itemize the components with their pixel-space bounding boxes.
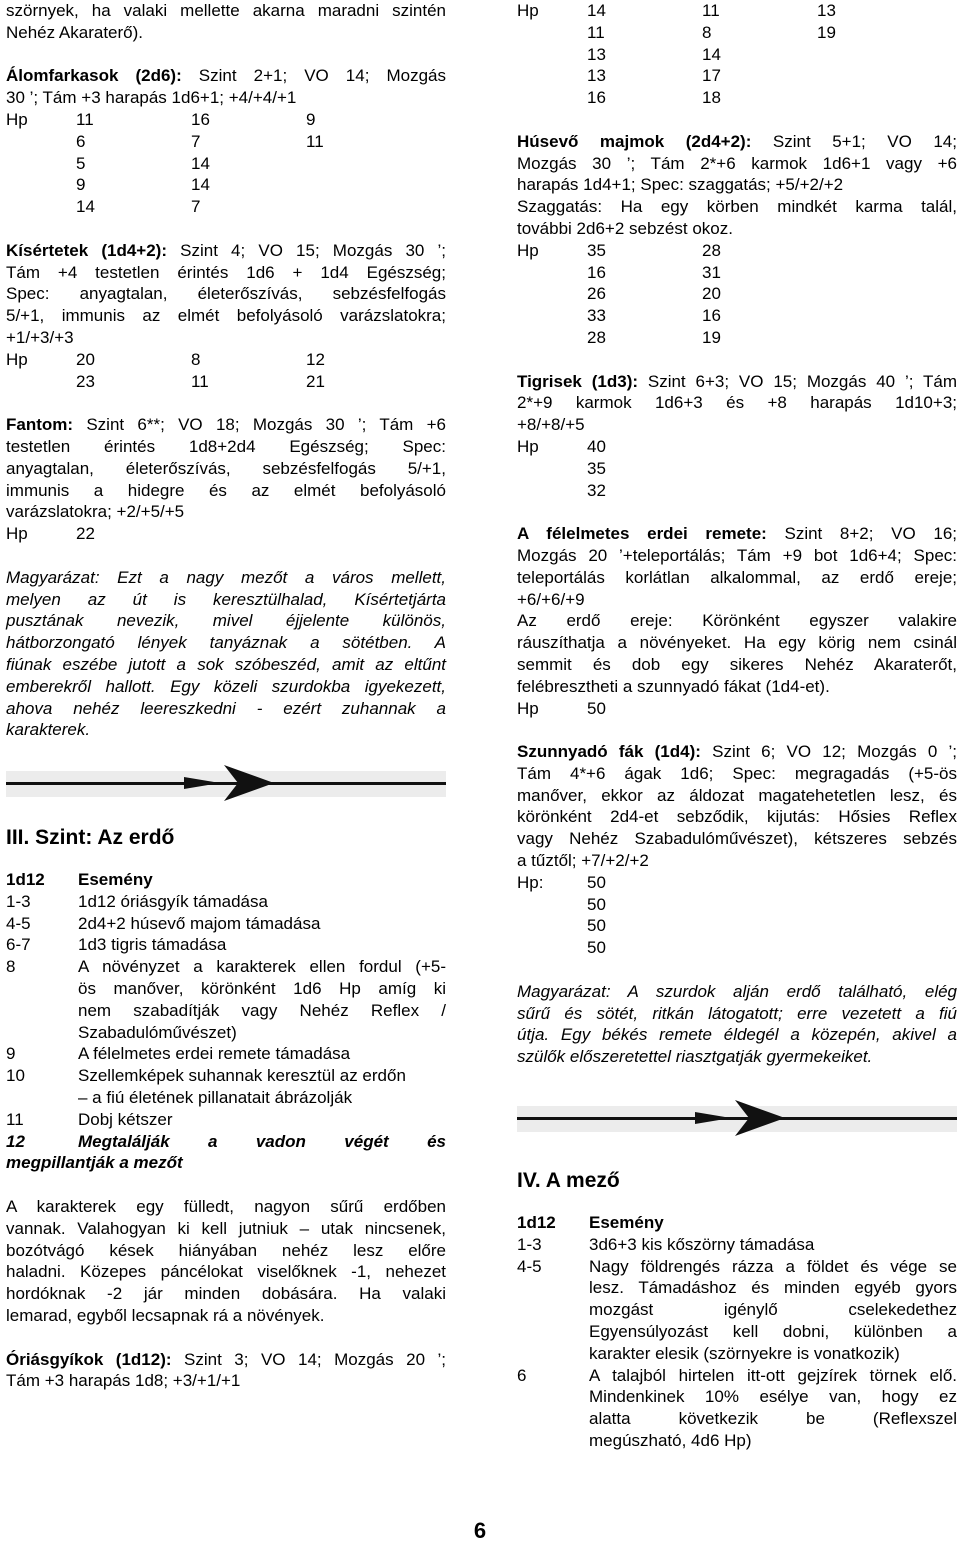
column-header: 1d12 [517, 1213, 556, 1233]
hp-cell: 19 [817, 22, 836, 42]
hp-cell [702, 436, 817, 458]
hp-cell [817, 436, 937, 458]
hp-cell [6, 153, 76, 175]
event-table-header [6, 869, 446, 891]
hp-cell: 20 [702, 284, 721, 304]
text-line: fiúnak eszébe jutott a sok szóbeszéd, amit az eltűnt [6, 654, 446, 674]
hp-cell: 16 [702, 306, 721, 326]
event-text: 2d4+2 húsevő majom támadása [78, 913, 321, 933]
explanation-text [517, 981, 957, 1068]
page-number: 6 [473, 1518, 487, 1543]
text-line: harapás 1d4+1; Spec: szaggatás; +5/+2/+2 [517, 175, 844, 195]
hp-cell: 28 [587, 327, 606, 347]
hp-cell: 11 [306, 131, 324, 151]
hp-cell: 8 [702, 22, 712, 42]
text-line: Az erdő ereje: Körönként egyszer valakire [517, 611, 957, 631]
monster-name: Óriásgyíkok (1d12): [6, 1349, 172, 1369]
text-line: ahova nehéz leereszkedni - ezért zuhannak a [6, 698, 446, 718]
event-row [6, 1043, 446, 1065]
event-table-header [517, 1212, 957, 1234]
text-line: Tám 4*+6 ágak 1d6; Spec: megragadás (+5-ös [517, 763, 957, 783]
hp-cell [306, 523, 426, 545]
hp-table [517, 436, 957, 501]
hp-cell [817, 327, 937, 349]
hp-cell [817, 44, 937, 66]
hp-cell: 16 [587, 88, 606, 108]
monster-name: A félelmetes erdei remete: [517, 524, 767, 544]
text-line: teleportálás korlátlan alkalommal, az erdő ereje; [517, 567, 957, 587]
hp-cell [6, 131, 76, 153]
text-line: Magyarázat: Ezt a nagy mezőt a város mellett, [6, 567, 446, 587]
text-line: vannak. Valahogyan ki kell jutniuk – utak nincsenek, [6, 1218, 446, 1238]
event-text: Egyensúlyozást kell dobni, különben a [589, 1322, 957, 1342]
event-row [6, 913, 446, 935]
event-text: karakter elesik (szörnyekre is vonatkozik) [589, 1343, 900, 1363]
ornamental-divider [517, 1096, 957, 1142]
event-dice: 11 [6, 1109, 24, 1129]
hp-cell [817, 480, 937, 502]
hp-cell: 11 [76, 109, 94, 129]
hp-table [517, 0, 957, 109]
hp-cell [6, 174, 76, 196]
event-row [517, 1256, 957, 1365]
hp-cell [702, 937, 817, 959]
event-text: A félelmetes erdei remete támadása [78, 1044, 351, 1064]
hp-cell [702, 894, 817, 916]
hp-cell: 13 [587, 44, 606, 64]
hp-cell: 50 [587, 872, 606, 892]
event-text: mozgást igénylő cselekedethez [589, 1300, 957, 1320]
hp-cell [191, 523, 306, 545]
text-line: immunis a hidegre és az elmét befolyásoló [6, 480, 446, 500]
text-line: Szint 3; VO 14; Mozgás 20 ’; [171, 1349, 446, 1369]
event-text [6, 1131, 446, 1153]
hp-cell: Hp [6, 109, 28, 129]
text-line: hordóknak -2 jár minden dobására. Ha valaki [6, 1284, 446, 1304]
hp-cell [6, 196, 76, 218]
text-line: Magyarázat: A szurdok alján erdő található, elég [517, 981, 957, 1001]
hp-cell: 18 [702, 88, 721, 108]
hp-cell [702, 872, 817, 894]
hp-cell [306, 153, 426, 175]
hp-cell [817, 894, 937, 916]
text-line: A karakterek egy fülledt, nagyon sűrű erdőben [6, 1197, 446, 1217]
hp-cell: 35 [587, 240, 606, 260]
event-text: megúszható, 4d6 Hp) [589, 1431, 752, 1451]
text-line: vagy Nehéz Szabadulóművészet), kétszeres sebzés [517, 829, 957, 849]
column-header: Esemény [78, 870, 153, 890]
hp-cell: 17 [702, 66, 721, 86]
event-text: megpillantják a mezőt [6, 1153, 183, 1173]
event-text: alatta következik be (Reflexszel [589, 1409, 957, 1429]
event-row [6, 891, 446, 913]
text-line: Tám +4 testetlen érintés 1d6 + 1d4 Egészség; [6, 262, 446, 282]
text-line: Szint 8+2; VO 16; [766, 524, 957, 544]
stat-block-header [517, 741, 957, 763]
hp-cell: 8 [191, 349, 201, 369]
text-line: semmit és dob egy sikeres Nehéz Akaraterőt, [517, 654, 957, 674]
hp-table [6, 349, 446, 393]
hp-cell [517, 44, 587, 66]
text-line: Szint 6+3; VO 15; Mozgás 40 ’; Tám [638, 371, 957, 391]
event-row [6, 1109, 446, 1131]
hp-cell: 14 [587, 1, 606, 20]
hp-cell [517, 283, 587, 305]
event-text: 3d6+3 kis kőszörny támadása [589, 1234, 815, 1254]
text-line: Szaggatás: Ha egy körben mindkét karma talál, [517, 197, 957, 217]
hp-cell [517, 480, 587, 502]
event-text: ös manőver, körönként 1d6 Hp amíg ki [78, 979, 446, 999]
hp-cell [306, 174, 426, 196]
text-line: pusztának nevezik, mivel éjjelente különös, [6, 611, 446, 631]
hp-cell: 26 [587, 284, 606, 304]
stat-block-header [517, 371, 957, 393]
hp-cell: 28 [702, 240, 721, 260]
event-dice: 8 [6, 957, 16, 977]
text-line: melyen az út is keresztülhalad, Kísértetjárta [6, 589, 446, 609]
text-line: +6/+6/+9 [517, 589, 585, 609]
event-text: nem szabadítják vagy Nehéz Reflex / [78, 1000, 446, 1020]
hp-cell: 14 [702, 44, 721, 64]
hp-cell: 7 [191, 131, 201, 151]
text-line: további 2d6+2 sebzést okoz. [517, 218, 733, 238]
stat-block-header [6, 65, 446, 87]
event-text: lesz. Támadáshoz és minden egyéb gyors [589, 1278, 957, 1298]
monster-name: Húsevő majmok (2d4+2): [517, 131, 752, 151]
hp-cell [517, 937, 587, 959]
text-line: Spec: anyagtalan, életerőszívás, sebzésfelfogás [6, 284, 446, 304]
event-row [6, 1065, 446, 1109]
hp-cell [517, 65, 587, 87]
event-row [6, 956, 446, 1043]
section-title: IV. A mező [517, 1169, 620, 1193]
hp-table [6, 523, 446, 545]
hp-cell [817, 240, 937, 262]
event-text: A növényzet a karakterek ellen fordul (+5- [78, 957, 446, 977]
stat-block-header [517, 131, 957, 153]
hp-cell [702, 458, 817, 480]
text-line: Nehéz Akaraterő). [6, 22, 144, 42]
hp-cell: 50 [587, 938, 606, 958]
text-line: Mozgás 30 ’; Tám 2*+6 karmok 1d6+1 vagy +6 [517, 153, 957, 173]
text-line: a tűztől; +7/+2/+2 [517, 851, 649, 871]
event-row [517, 1234, 957, 1256]
event-row [6, 934, 446, 956]
event-dice: 4-5 [6, 913, 31, 933]
text-line: Szint 5+1; VO 14; [751, 131, 957, 151]
stat-block-header [6, 414, 446, 436]
hp-table [517, 872, 957, 959]
hp-cell: Hp [517, 436, 539, 456]
hp-cell: 11 [702, 1, 720, 20]
text-line: 30 ’; Tám +3 harapás 1d6+1; +4/+4/+1 [6, 88, 297, 108]
text-line: +1/+3/+3 [6, 327, 74, 347]
hp-cell [702, 698, 817, 720]
event-dice: 10 [6, 1066, 25, 1086]
text-line: Szint 6; VO 12; Mozgás 0 ’; [700, 742, 957, 762]
section-title: III. Szint: Az erdő [6, 826, 175, 850]
event-dice: 6-7 [6, 935, 31, 955]
event-dice: 1-3 [517, 1234, 542, 1254]
hp-cell: 16 [191, 109, 210, 129]
explanation-text [6, 567, 446, 741]
event-text: – a fiú életének pillanatait ábrázolják [78, 1088, 353, 1108]
hp-cell [817, 915, 937, 937]
hp-cell [517, 87, 587, 109]
text-line: Tám +3 harapás 1d8; +3/+1/+1 [6, 1371, 241, 1391]
event-text: Dobj kétszer [78, 1109, 173, 1129]
event-dice: 4-5 [517, 1256, 542, 1276]
hp-cell: 14 [191, 175, 210, 195]
text-line: szörnyek, ha valaki mellette akarna maradni szintén [6, 1, 446, 20]
text-line: emberekről hallott. Egy közeli szurdokba igyekezett, [6, 676, 446, 696]
hp-cell: 14 [191, 153, 210, 173]
hp-cell [517, 894, 587, 916]
text-line: varázslatokra; +2/+5/+5 [6, 502, 185, 522]
hp-cell: 6 [76, 131, 86, 151]
hp-cell [817, 937, 937, 959]
hp-cell: Hp [517, 698, 539, 718]
text-line: hátborzongató lények tanyáznak a sötétben. A [6, 633, 446, 653]
hp-cell: 33 [587, 306, 606, 326]
text-line: lemarad, egyből lecsapnak rá a növények. [6, 1306, 325, 1326]
event-text-part: Megtalálják a vadon végét és [78, 1131, 446, 1151]
text-line: haladni. Közepes páncélokat viselőknek -1, nehezet [6, 1262, 446, 1282]
hp-cell [6, 371, 76, 393]
hp-cell [817, 87, 937, 109]
event-row-final [6, 1131, 446, 1175]
text-line: bozótvágó kések hiányában nehéz lesz előre [6, 1240, 446, 1260]
event-dice: 1-3 [6, 891, 31, 911]
event-text: Szabadulóművészet) [78, 1022, 237, 1042]
text-line: útja. Egy békés remete éldegél a közepén, akivel a [517, 1025, 957, 1045]
text-line: Szint 6**; VO 18; Mozgás 30 ’; Tám +6 [73, 415, 446, 435]
hp-cell [517, 262, 587, 284]
event-text: 1d3 tigris támadása [78, 935, 227, 955]
text-line: felébresztheti a szunnyadó fákat (1d4-et). [517, 676, 830, 696]
event-dice: 9 [6, 1044, 16, 1064]
event-dice: 6 [517, 1365, 527, 1385]
stat-block-header [517, 523, 957, 545]
event-dice: 12 [6, 1131, 25, 1151]
hp-cell: 23 [76, 371, 95, 391]
text-line: testetlen érintés 1d8+2d4 Egészség; Spec: [6, 436, 446, 456]
hp-cell: 21 [306, 371, 325, 391]
text-line: körönként 2d4-et sebződik, kijutás: Hősies Reflex [517, 807, 957, 827]
hp-cell: Hp [6, 349, 28, 369]
hp-cell: 40 [587, 436, 606, 456]
hp-cell [517, 915, 587, 937]
hp-cell: 20 [76, 349, 95, 369]
hp-cell [817, 262, 937, 284]
text-line: manőver, ekkor az áldozat magatehetetlen lesz, és [517, 785, 957, 805]
stat-block-header [6, 240, 446, 262]
monster-name: Fantom: [6, 415, 74, 435]
hp-cell: 13 [587, 66, 606, 86]
column-header: Esemény [589, 1213, 664, 1233]
hp-cell: Hp [517, 240, 539, 260]
hp-cell [306, 196, 426, 218]
hp-cell: 50 [587, 916, 606, 936]
hp-cell [517, 458, 587, 480]
text-line: sűrű és sötét, ritkán látogatott; erre vezetett a fiú [517, 1003, 957, 1023]
left-column [6, 0, 446, 1392]
text-line: anyagtalan, életerőszívás, sebzésfelfogás 5/+1, [6, 458, 446, 478]
hp-cell: 7 [191, 197, 201, 217]
hp-cell [817, 872, 937, 894]
hp-cell: 35 [587, 458, 606, 478]
hp-cell: Hp: [517, 872, 544, 892]
hp-cell [517, 305, 587, 327]
hp-cell: 31 [702, 262, 721, 282]
hp-cell [817, 458, 937, 480]
hp-cell [817, 305, 937, 327]
hp-cell: 19 [702, 327, 721, 347]
ornamental-divider [6, 761, 446, 807]
monster-name: Szunnyadó fák (1d4): [517, 742, 701, 762]
hp-cell: 11 [587, 22, 605, 42]
text-line: karakterek. [6, 720, 91, 740]
hp-table [517, 240, 957, 349]
hp-cell: 12 [306, 349, 325, 369]
hp-cell [817, 283, 937, 305]
hp-cell: 50 [587, 894, 606, 914]
text-line: +8/+8/+5 [517, 415, 585, 435]
text-line: Mozgás 20 ’+teleportálás; Tám +9 bot 1d6+4; Spec: [517, 545, 957, 565]
event-text: Mindenkinek 10% esélye van, hogy ez [589, 1387, 957, 1407]
event-text: A talajból hirtelen itt-ott gejzírek törnek elő. [589, 1365, 957, 1385]
text-line: ráuszíthatja a növényeket. Ha egy körig nem csinál [517, 633, 957, 653]
text-line: 2*+9 karmok 1d6+3 és +8 harapás 1d10+3; [517, 393, 957, 413]
event-text: Nagy földrengés rázza a földet és vége se [589, 1256, 957, 1276]
hp-cell [517, 22, 587, 44]
event-row [517, 1365, 957, 1452]
column-header: 1d12 [6, 870, 45, 890]
hp-cell [817, 65, 937, 87]
right-column [517, 0, 957, 1452]
hp-cell [817, 698, 937, 720]
event-text: 1d12 óriásgyík támadása [78, 891, 268, 911]
monster-name: Kísértetek (1d4+2): [6, 240, 167, 260]
hp-cell [702, 915, 817, 937]
text-line: szülők előszeretettel riasztgatják gyermekeiket. [517, 1047, 873, 1067]
hp-cell: Hp [517, 1, 539, 20]
hp-cell: 32 [587, 480, 606, 500]
stat-block-header [6, 1349, 446, 1371]
hp-cell: 13 [817, 1, 836, 20]
monster-name: Tigrisek (1d3): [517, 371, 639, 391]
text-line: Szint 4; VO 15; Mozgás 30 ’; [167, 240, 446, 260]
hp-cell: 5 [76, 153, 86, 173]
hp-cell: 22 [76, 524, 95, 544]
hp-cell: 11 [191, 371, 209, 391]
hp-cell: 16 [587, 262, 606, 282]
hp-cell: 9 [306, 109, 316, 129]
text-line: 5/+1, immunis az elmét befolyásoló varázslatokra; [6, 306, 446, 326]
hp-table [6, 109, 446, 218]
hp-cell: 9 [76, 175, 86, 195]
event-text: Szellemképek suhannak keresztül az erdőn [78, 1066, 406, 1086]
monster-name: Álomfarkasok (2d6): [6, 66, 182, 86]
text-line: Szint 2+1; VO 14; Mozgás [181, 66, 446, 86]
hp-cell [517, 327, 587, 349]
hp-cell: 50 [587, 698, 606, 718]
hp-cell: Hp [6, 524, 28, 544]
hp-cell [702, 480, 817, 502]
hp-cell: 14 [76, 197, 95, 217]
hp-table [517, 698, 957, 720]
